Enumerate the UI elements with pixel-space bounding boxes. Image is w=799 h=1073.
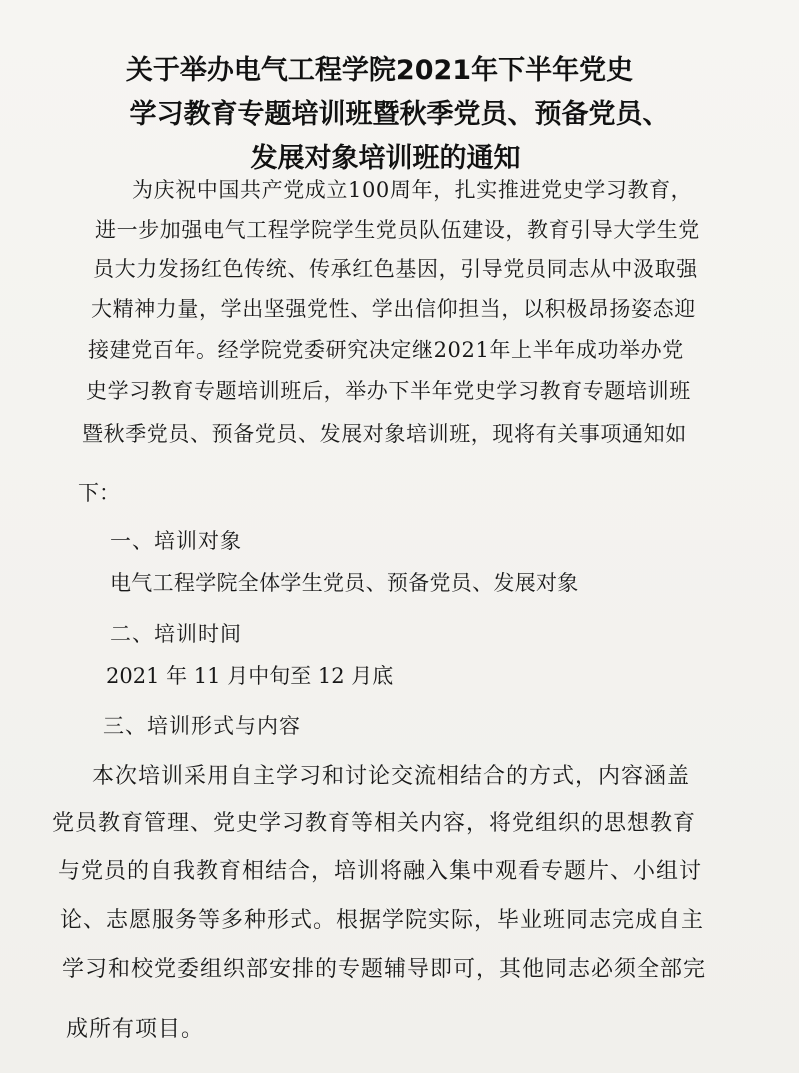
section-3-line-6: 成所有项目。 (66, 1017, 205, 1042)
section-3-line-1: 本次培训采用自主学习和讨论交流相结合的方式，内容涵盖 (92, 764, 691, 789)
intro-line-3: 员大力发扬红色传统、传承红色基因，引导党员同志从中汲取强 (93, 257, 698, 281)
intro-line-7: 暨秋季党员、预备党员、发展对象培训班，现将有关事项通知如 (82, 422, 687, 446)
section-2-text: 2021 年 11 月中旬至 12 月底 (106, 664, 394, 688)
document-title-line-1: 关于举办电气工程学院2021年下半年党史 (125, 55, 634, 86)
intro-line-6: 史学习教育专题培训班后，举办下半年党史学习教育专题培训班 (86, 379, 691, 403)
section-1-heading: 一、培训对象 (110, 529, 242, 553)
intro-line-2: 进一步加强电气工程学院学生党员队伍建设，教育引导大学生党 (95, 218, 700, 242)
section-3-line-2: 党员教育管理、党史学习教育等相关内容，将党组织的思想教育 (52, 811, 697, 836)
section-3-heading: 三、培训形式与内容 (103, 714, 301, 738)
intro-line-5: 接建党百年。经学院党委研究决定继2021年上半年成功举办党 (88, 338, 684, 362)
intro-line-4: 大精神力量，学出坚强党性、学出信仰担当，以积极昂扬姿态迎 (91, 297, 696, 321)
section-3-line-4: 论、志愿服务等多种形式。根据学院实际，毕业班同志完成自主 (60, 908, 705, 933)
document-title-line-3: 发展对象培训班的通知 (250, 143, 521, 174)
section-3-line-5: 学习和校党委组织部安排的专题辅导即可，其他同志必须全部完 (62, 957, 707, 982)
intro-line-8: 下： (78, 481, 120, 505)
document-title-line-2: 学习教育专题培训班暨秋季党员、预备党员、 (129, 99, 670, 130)
section-2-heading: 二、培训时间 (110, 622, 242, 646)
section-1-text: 电气工程学院全体学生党员、预备党员、发展对象 (110, 571, 579, 595)
section-3-line-3: 与党员的自我教育相结合，培训将融入集中观看专题片、小组讨 (58, 859, 703, 884)
intro-line-1: 为庆祝中国共产党成立100周年，扎实推进党史学习教育， (132, 178, 693, 202)
